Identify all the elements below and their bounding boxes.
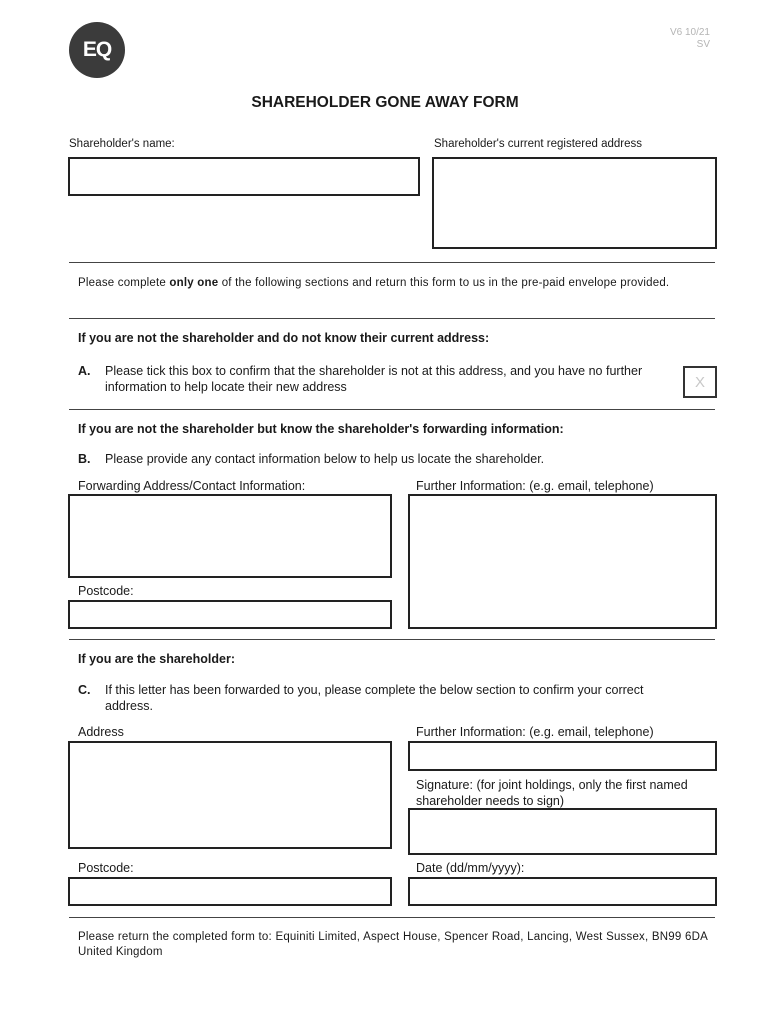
contact-info-field[interactable]: [408, 741, 717, 771]
registered-address-label: Shareholder's current registered address: [434, 138, 643, 150]
form-title: SHAREHOLDER GONE AWAY FORM: [251, 94, 519, 111]
divider: [69, 262, 715, 263]
signature-field[interactable]: [408, 808, 717, 855]
forwarding-postcode-field[interactable]: [68, 600, 392, 629]
divider: [69, 917, 715, 918]
section-c-heading: If you are the shareholder:: [78, 652, 235, 666]
contact-info-label: Further Information: (e.g. email, telephone): [416, 725, 654, 739]
instruction-text: [78, 276, 708, 291]
address-label: Address: [78, 725, 124, 739]
forwarding-postcode-label: Postcode:: [78, 584, 134, 598]
equiniti-logo: [69, 22, 125, 78]
logo-text: EQ: [82, 38, 112, 61]
version-code: V6 10/21: [669, 27, 710, 38]
date-field[interactable]: [408, 877, 717, 906]
signature-label: Signature: (for joint holdings, only the first named shareholder needs to sign): [416, 778, 688, 808]
postcode-label: Postcode:: [78, 861, 134, 875]
checkbox-mark: X: [694, 373, 705, 391]
section-b-text: Please provide any contact information below to help us locate the shareholder.: [105, 452, 545, 466]
shareholder-name-label: Shareholder's name:: [69, 138, 175, 150]
section-a-paragraph: [78, 363, 658, 395]
section-a-text: Please tick this box to confirm that the shareholder is not at this address, and you have no further information to help locate their new address: [105, 364, 643, 394]
instruction-before: Please complete: [78, 277, 170, 289]
not-at-address-checkbox[interactable]: [683, 366, 717, 398]
section-c-letter: C.: [78, 683, 91, 697]
divider: [69, 318, 715, 319]
forwarding-address-field[interactable]: [68, 494, 392, 578]
registered-address-field[interactable]: [432, 157, 717, 249]
postcode-field[interactable]: [68, 877, 392, 906]
date-label: Date (dd/mm/yyyy):: [416, 861, 525, 875]
address-field[interactable]: [68, 741, 392, 849]
section-b-letter: B.: [78, 452, 91, 466]
instruction-after: of the following sections and return this form to us in the pre-paid envelope provided.: [218, 277, 670, 289]
further-info-label: Further Information: (e.g. email, telephone): [416, 479, 654, 493]
divider: [69, 409, 715, 410]
section-a-heading: If you are not the shareholder and do not know their current address:: [78, 331, 490, 345]
section-c-text: If this letter has been forwarded to you, please complete the below section to confirm your correct address.: [105, 683, 644, 713]
return-instructions: Please return the completed form to: Equiniti Limited, Aspect House, Spencer Road, Lancing, West Sussex, BN99 6DA United Kingdom: [78, 931, 708, 958]
divider: [69, 639, 715, 640]
section-b-paragraph: [78, 451, 678, 467]
forwarding-address-label: Forwarding Address/Contact Information:: [78, 479, 306, 493]
section-a-letter: A.: [78, 364, 91, 378]
version-suffix: SV: [696, 39, 710, 50]
shareholder-name-field[interactable]: [68, 157, 420, 196]
further-info-field[interactable]: [408, 494, 717, 629]
section-c-paragraph: [78, 682, 678, 714]
form-version: [670, 27, 710, 51]
instruction-emphasis: only one: [169, 277, 219, 289]
section-b-heading: If you are not the shareholder but know the shareholder's forwarding information:: [78, 422, 564, 436]
